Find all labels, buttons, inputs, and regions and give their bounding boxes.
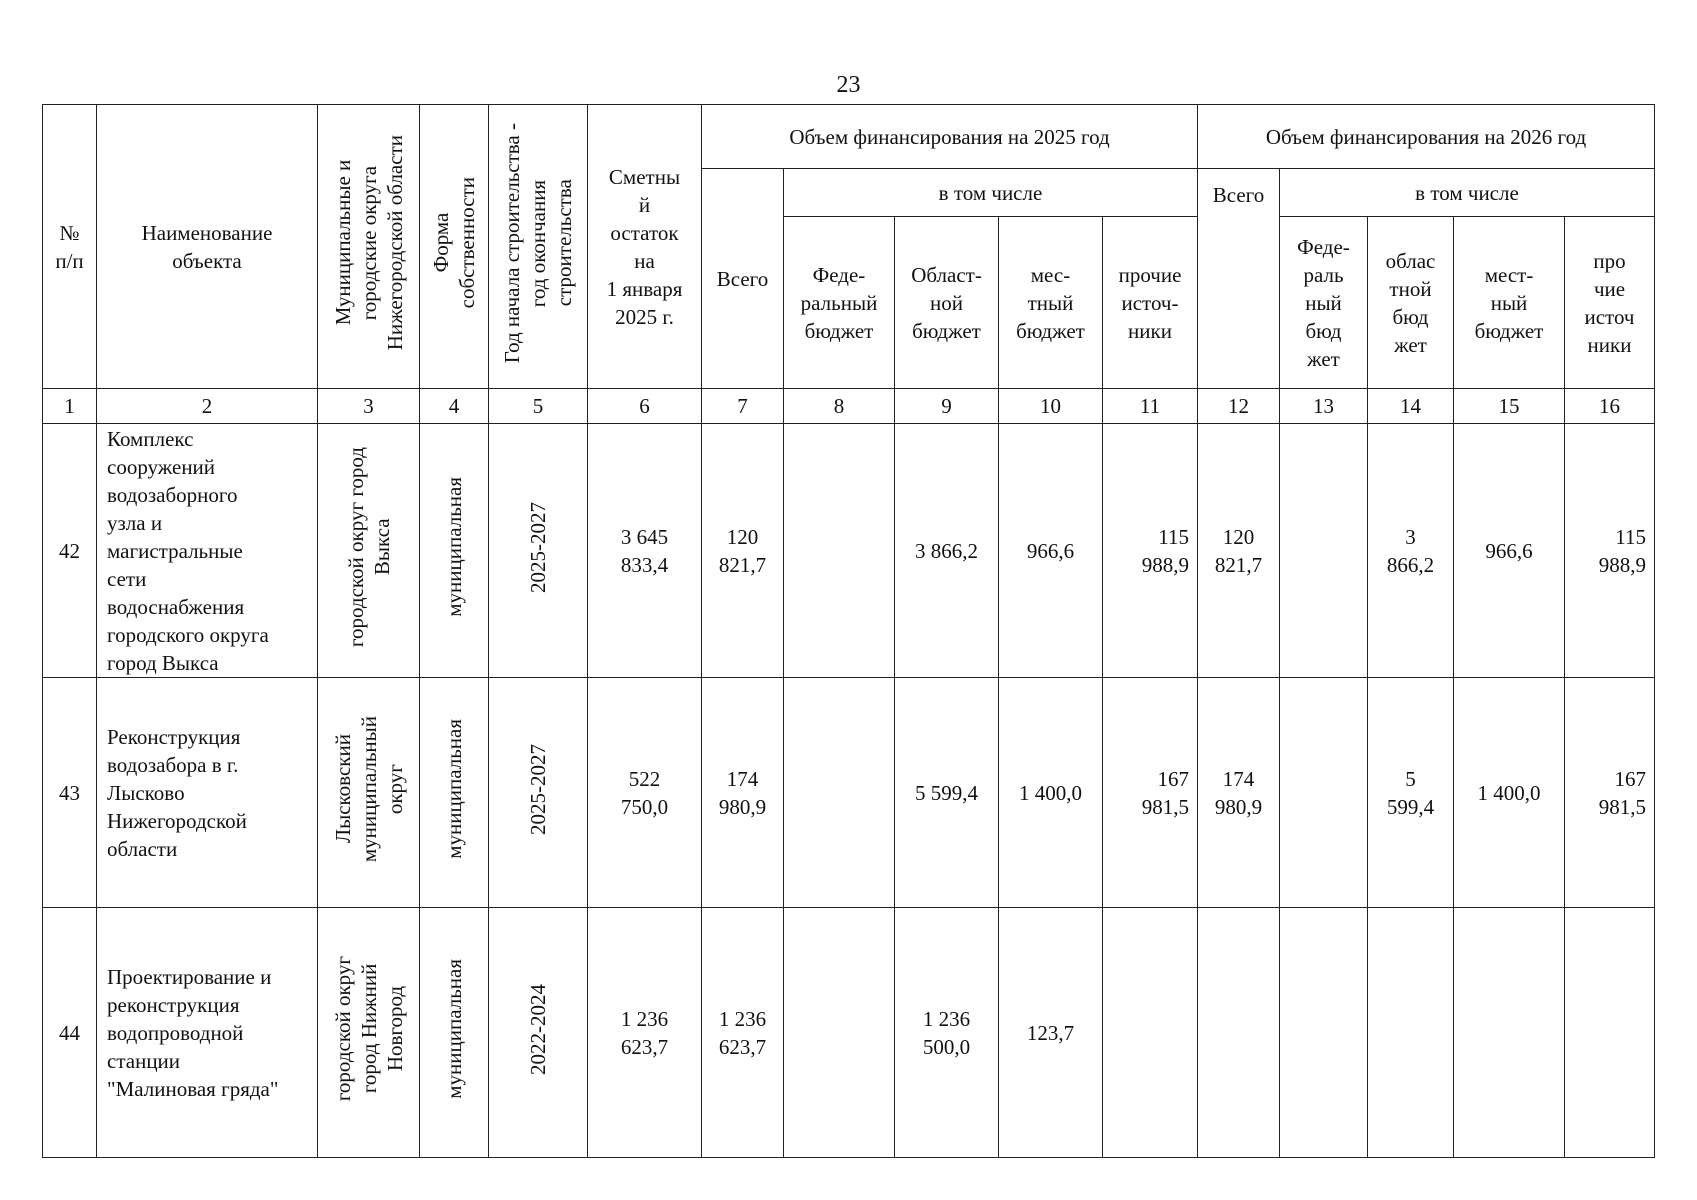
header-local-2026: мест- ный бюджет (1454, 217, 1565, 389)
other-2026-cell (1565, 908, 1655, 1158)
header-years: Год начала строительства - год окончания строительства (489, 105, 588, 389)
municipality-cell: Лысковский муниципальный округ (318, 678, 420, 908)
header-total-2026: Всего (1198, 169, 1280, 389)
column-number: 10 (999, 389, 1103, 424)
header-total-2025: Всего (702, 169, 784, 389)
federal-2026-cell (1280, 908, 1368, 1158)
column-number: 12 (1198, 389, 1280, 424)
header-regional-2025: Област- ной бюджет (895, 217, 999, 389)
column-number-row (43, 389, 1655, 424)
total-2025-cell: 174 980,9 (702, 678, 784, 908)
header-federal-2025: Феде- ральный бюджет (784, 217, 895, 389)
row-number: 42 (43, 424, 97, 678)
column-number: 13 (1280, 389, 1368, 424)
header-fin-2025: Объем финансирования на 2025 год (702, 105, 1198, 169)
column-number: 6 (588, 389, 702, 424)
regional-2025-cell: 1 236 500,0 (895, 908, 999, 1158)
column-number: 4 (420, 389, 489, 424)
total-2026-cell: 174 980,9 (1198, 678, 1280, 908)
object-name: Реконструкция водозабора в г. Лысково Нижегородской области (97, 678, 318, 908)
local-2026-cell: 1 400,0 (1454, 678, 1565, 908)
row-number: 44 (43, 908, 97, 1158)
column-number: 3 (318, 389, 420, 424)
ownership-cell: муниципальная (420, 908, 489, 1158)
header-name: Наименование объекта (97, 105, 318, 389)
estimate-cell: 522 750,0 (588, 678, 702, 908)
column-number: 5 (489, 389, 588, 424)
municipality-cell: городской округ город Выкса (318, 424, 420, 678)
header-including-2026: в том числе (1280, 169, 1655, 217)
total-2026-cell: 120 821,7 (1198, 424, 1280, 678)
local-2025-cell: 1 400,0 (999, 678, 1103, 908)
total-2025-cell: 120 821,7 (702, 424, 784, 678)
years-cell: 2022-2024 (489, 908, 588, 1158)
regional-2026-cell (1368, 908, 1454, 1158)
page-number: 23 (836, 72, 861, 98)
total-2026-cell (1198, 908, 1280, 1158)
estimate-cell: 3 645 833,4 (588, 424, 702, 678)
federal-2026-cell (1280, 424, 1368, 678)
row-number: 43 (43, 678, 97, 908)
header-estimate: Сметны й остаток на 1 января 2025 г. (588, 105, 702, 389)
header-municipality: Муниципальные и городские округа Нижегородской области (318, 105, 420, 389)
regional-2025-cell: 3 866,2 (895, 424, 999, 678)
regional-2026-cell: 3 866,2 (1368, 424, 1454, 678)
header-other-2025: прочие источ- ники (1103, 217, 1198, 389)
other-2025-cell: 167 981,5 (1103, 678, 1198, 908)
regional-2026-cell: 5 599,4 (1368, 678, 1454, 908)
ownership-cell: муниципальная (420, 424, 489, 678)
column-number: 11 (1103, 389, 1198, 424)
federal-2025-cell (784, 678, 895, 908)
header-other-2026: про чие источ ники (1565, 217, 1655, 389)
object-name: Комплекс сооружений водозаборного узла и магистральные сети водоснабжения городского округа город Выкса (97, 424, 318, 678)
federal-2026-cell (1280, 678, 1368, 908)
header-num: № п/п (43, 105, 97, 389)
local-2025-cell: 123,7 (999, 908, 1103, 1158)
other-2026-cell: 115 988,9 (1565, 424, 1655, 678)
federal-2025-cell (784, 908, 895, 1158)
column-number: 8 (784, 389, 895, 424)
financing-table (42, 104, 1655, 1158)
object-name: Проектирование и реконструкция водопроводной станции "Малиновая гряда" (97, 908, 318, 1158)
local-2025-cell: 966,6 (999, 424, 1103, 678)
years-cell: 2025-2027 (489, 424, 588, 678)
header-local-2025: мес- тный бюджет (999, 217, 1103, 389)
table-row (43, 678, 1655, 908)
table-row (43, 424, 1655, 678)
local-2026-cell (1454, 908, 1565, 1158)
table-row (43, 908, 1655, 1158)
column-number: 14 (1368, 389, 1454, 424)
local-2026-cell: 966,6 (1454, 424, 1565, 678)
header-fin-2026: Объем финансирования на 2026 год (1198, 105, 1655, 169)
ownership-cell: муниципальная (420, 678, 489, 908)
header-including-2025: в том числе (784, 169, 1198, 217)
column-number: 2 (97, 389, 318, 424)
column-number: 1 (43, 389, 97, 424)
header-ownership: Форма собственности (420, 105, 489, 389)
column-number: 15 (1454, 389, 1565, 424)
column-number: 7 (702, 389, 784, 424)
column-number: 16 (1565, 389, 1655, 424)
other-2025-cell (1103, 908, 1198, 1158)
years-cell: 2025-2027 (489, 678, 588, 908)
federal-2025-cell (784, 424, 895, 678)
estimate-cell: 1 236 623,7 (588, 908, 702, 1158)
regional-2025-cell: 5 599,4 (895, 678, 999, 908)
column-number: 9 (895, 389, 999, 424)
header-federal-2026: Феде- раль ный бюд жет (1280, 217, 1368, 389)
total-2025-cell: 1 236 623,7 (702, 908, 784, 1158)
municipality-cell: городской округ город Нижний Новгород (318, 908, 420, 1158)
other-2025-cell: 115 988,9 (1103, 424, 1198, 678)
other-2026-cell: 167 981,5 (1565, 678, 1655, 908)
header-regional-2026: облас тной бюд жет (1368, 217, 1454, 389)
